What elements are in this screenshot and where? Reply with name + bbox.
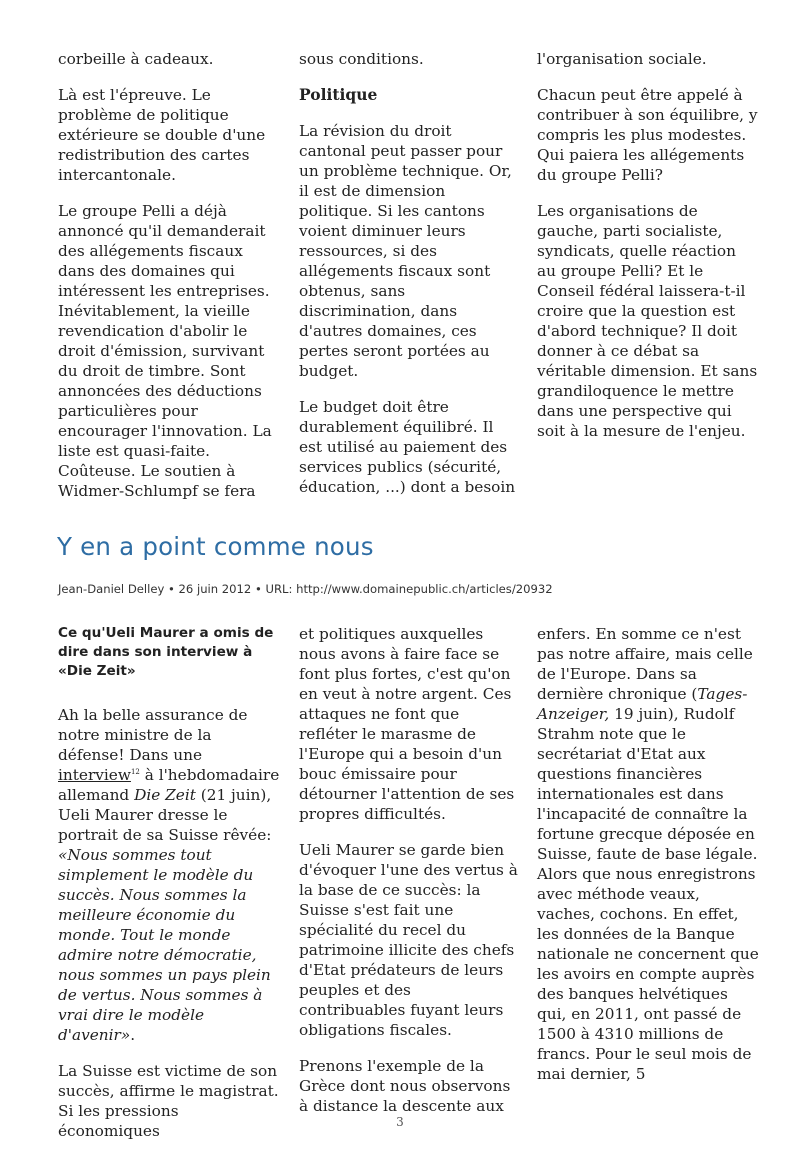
paragraph: l'organisation sociale. xyxy=(537,50,707,68)
article-meta: Jean-Daniel Delley • 26 juin 2012 • URL: http://www.domainepublic.ch/articles/20932 xyxy=(58,582,553,596)
quote: «Nous sommes tout simplement le modèle du succès. Nous sommes la meilleure économie du monde. Tout le monde admire notre démocratie, nous sommes un pays plein de vertus. Nous sommes à vrai dire le modèle d'avenir» xyxy=(58,846,271,1044)
paragraph: Prenons l'exemple de la Grèce dont nous observons à distance la descente aux xyxy=(299,1057,511,1115)
article-column-2 xyxy=(299,624,521,1132)
publication-name: Tages-Anzeiger, xyxy=(537,685,748,723)
top-column-3 xyxy=(537,49,759,457)
text-run: enfers. En somme ce n'est pas notre affaire, mais celle de l'Europe. Dans sa dernière chronique ( xyxy=(537,625,753,703)
article-subheading: Ce qu'Ueli Maurer a omis de dire dans son interview à «Die Zeit» xyxy=(58,625,274,679)
top-column-1 xyxy=(58,49,280,517)
text-run: 19 juin), Rudolf Strahm note que le secrétariat d'Etat aux questions financières internationales est dans l'incapacité de connaître la fortune grecque déposée en Suisse, faute de base légale. Alors que nous enregistrons avec méthode veaux, vaches, cochons. En effet, les données de la Banque nationale ne concernent que les avoirs en compte auprès des banques helvétiques qui, en 2011, ont passé de 1500 à 4310 millions de francs. Pour le seul mois de mai dernier, 5 xyxy=(537,705,759,1083)
paragraph: La Suisse est victime de son succès, affirme le magistrat. Si les pressions économiques xyxy=(58,1062,279,1140)
paragraph: Les organisations de gauche, parti socialiste, syndicats, quelle réaction au groupe Pelli? Et le Conseil fédéral laissera-t-il croire que la question est d'abord technique? Il doit donner à ce débat sa véritable dimension. Et sans grandiloquence le mettre dans une perspective qui soit à la mesure de l'enjeu. xyxy=(537,202,758,440)
paragraph: Ueli Maurer se garde bien d'évoquer l'une des vertus à la base de ce succès: la Suisse s'est fait une spécialité du recel du patrimoine illicite des chefs d'Etat prédateurs de leurs peuples et des contribuables fuyant leurs obligations fiscales. xyxy=(299,841,518,1039)
footnote-ref[interactable]: 12 xyxy=(130,767,140,776)
publication-name: Die Zeit xyxy=(134,786,196,804)
paragraph: Chacun peut être appelé à contribuer à son équilibre, y compris les plus modestes. Qui paiera les allégements du groupe Pelli? xyxy=(537,86,758,184)
text-run: (21 juin), Ueli Maurer dresse le portrait de sa Suisse rêvée: xyxy=(58,786,272,844)
article-column-3 xyxy=(537,624,759,1100)
paragraph: Le budget doit être durablement équilibré. Il est utilisé au paiement des services publics (sécurité, éducation, ...) dont a besoin xyxy=(299,398,516,496)
text-run: Ah la belle assurance de notre ministre de la défense! Dans une xyxy=(58,706,248,764)
text-run: . xyxy=(130,1026,136,1044)
paragraph: Le groupe Pelli a déjà annoncé qu'il demanderait des allégements fiscaux dans des domaines qui intéressent les entreprises. Inévitablement, la vieille revendication d'abolir le droit d'émission, survivant du droit de timbre. Sont annoncées des déductions particulières pour encourager l'innovation. La liste est quasi-faite. Coûteuse. Le soutien à Widmer-Schlumpf se fera xyxy=(58,202,272,500)
top-column-2 xyxy=(299,49,521,513)
paragraph: Là est l'épreuve. Le problème de politique extérieure se double d'une redistribution des cartes intercantonale. xyxy=(58,86,266,184)
paragraph: corbeille à cadeaux. xyxy=(58,50,214,68)
paragraph xyxy=(537,624,759,1084)
paragraph: et politiques auxquelles nous avons à faire face se font plus fortes, c'est qu'on en veut à notre argent. Ces attaques ne font que refléter le marasme de l'Europe qui a besoin d'un bouc émissaire pour détourner l'attention de ses propres difficultés. xyxy=(299,625,515,823)
paragraph xyxy=(58,705,280,1045)
interview-link[interactable]: interview xyxy=(58,766,131,784)
article-column-1 xyxy=(58,624,280,1157)
paragraph: sous conditions. xyxy=(299,50,424,68)
paragraph: La révision du droit cantonal peut passer pour un problème technique. Or, il est de dimension politique. Si les cantons voient diminuer leurs ressources, si des allégements fiscaux sont obtenus, sans discrimination, dans d'autres domaines, ces pertes seront portées au budget. xyxy=(299,122,512,380)
text-run: à l'hebdomadaire allemand xyxy=(58,766,280,804)
section-heading-politique: Politique xyxy=(299,85,378,104)
page-number: 3 xyxy=(396,1115,404,1129)
article-title: Y en a point comme nous xyxy=(57,532,374,561)
